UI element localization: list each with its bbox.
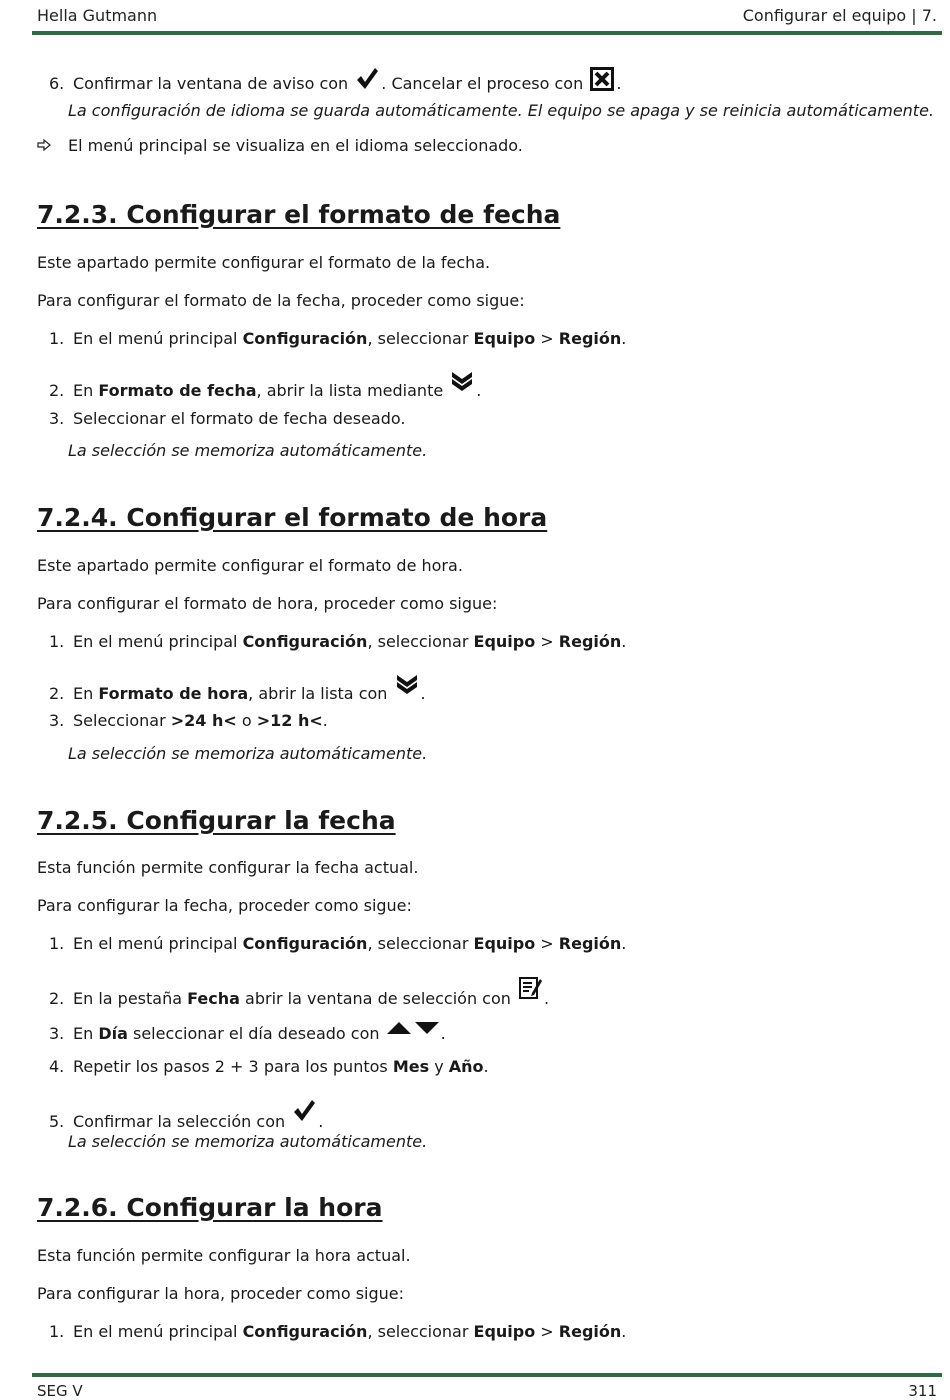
section-title-7-2-5: 7.2.5. Configurar la fecha bbox=[37, 806, 396, 835]
section-7-2-3-lead: Para configurar el formato de la fecha, proceder como sigue: bbox=[37, 291, 525, 310]
cancel-box-icon bbox=[590, 67, 614, 96]
s724-note: La selección se memoriza automáticamente. bbox=[68, 744, 428, 763]
section-7-2-4-lead: Para configurar el formato de hora, proceder como sigue: bbox=[37, 594, 498, 613]
s723-step-1: 1. En el menú principal Configuración, seleccionar Equipo > Región. bbox=[49, 329, 627, 348]
section-7-2-6-lead: Para configurar la hora, proceder como sigue: bbox=[37, 1284, 405, 1303]
s724-step-1: 1. En el menú principal Configuración, seleccionar Equipo > Región. bbox=[49, 632, 627, 651]
result-arrow-icon bbox=[37, 136, 57, 156]
checkmark-icon bbox=[355, 67, 379, 96]
s726-step-1: 1. En el menú principal Configuración, seleccionar Equipo > Región. bbox=[49, 1322, 627, 1341]
s723-step-2: 2. En Formato de fecha, abrir la lista mediante . bbox=[49, 370, 481, 401]
footer-left: SEG V bbox=[37, 1382, 83, 1400]
checkmark-icon bbox=[292, 1099, 316, 1128]
header-left: Hella Gutmann bbox=[37, 6, 158, 25]
intro-result: El menú principal se visualiza en el idioma seleccionado. bbox=[37, 136, 523, 156]
section-7-2-6-intro: Esta función permite configurar la hora actual. bbox=[37, 1246, 411, 1265]
arrow-down-icon bbox=[415, 1019, 439, 1039]
s725-step-5: 5. Confirmar la selección con . bbox=[49, 1099, 323, 1132]
header-right: Configurar el equipo | 7. bbox=[742, 6, 937, 25]
s725-step-3: 3. En Día seleccionar el día deseado con . bbox=[49, 1019, 446, 1044]
section-7-2-3-intro: Este apartado permite configurar el formato de la fecha. bbox=[37, 253, 491, 272]
section-title-7-2-4: 7.2.4. Configurar el formato de hora bbox=[37, 503, 548, 532]
page-number: 311 bbox=[908, 1382, 937, 1400]
intro-step-6: 6. Confirmar la ventana de aviso con . Cancelar el proceso con . bbox=[49, 67, 621, 96]
s725-step-1: 1. En el menú principal Configuración, seleccionar Equipo > Región. bbox=[49, 934, 627, 953]
footer-rule bbox=[32, 1373, 942, 1377]
s725-step-2: 2. En la pestaña Fecha abrir la ventana de selección con . bbox=[49, 976, 549, 1009]
section-7-2-5-intro: Esta función permite configurar la fecha actual. bbox=[37, 858, 419, 877]
header-rule bbox=[32, 31, 942, 35]
double-chevron-down-icon bbox=[395, 673, 419, 700]
section-7-2-4-intro: Este apartado permite configurar el formato de hora. bbox=[37, 556, 463, 575]
s724-step-3: 3. Seleccionar >24 h< o >12 h<. bbox=[49, 711, 328, 730]
intro-note: La configuración de idioma se guarda automáticamente. El equipo se apaga y se reinicia automáticamente. bbox=[68, 101, 935, 120]
section-title-7-2-3: 7.2.3. Configurar el formato de fecha bbox=[37, 200, 561, 229]
s723-step-3: 3. Seleccionar el formato de fecha deseado. bbox=[49, 409, 406, 428]
edit-icon bbox=[518, 976, 542, 1005]
section-title-7-2-6: 7.2.6. Configurar la hora bbox=[37, 1193, 383, 1222]
s725-note: La selección se memoriza automáticamente. bbox=[68, 1132, 428, 1151]
s724-step-2: 2. En Formato de hora, abrir la lista con . bbox=[49, 673, 426, 704]
s723-note: La selección se memoriza automáticamente. bbox=[68, 441, 428, 460]
arrow-up-icon bbox=[387, 1019, 411, 1039]
s725-step-4: 4. Repetir los pasos 2 + 3 para los puntos Mes y Año. bbox=[49, 1057, 489, 1076]
double-chevron-down-icon bbox=[450, 370, 474, 397]
section-7-2-5-lead: Para configurar la fecha, proceder como sigue: bbox=[37, 896, 412, 915]
